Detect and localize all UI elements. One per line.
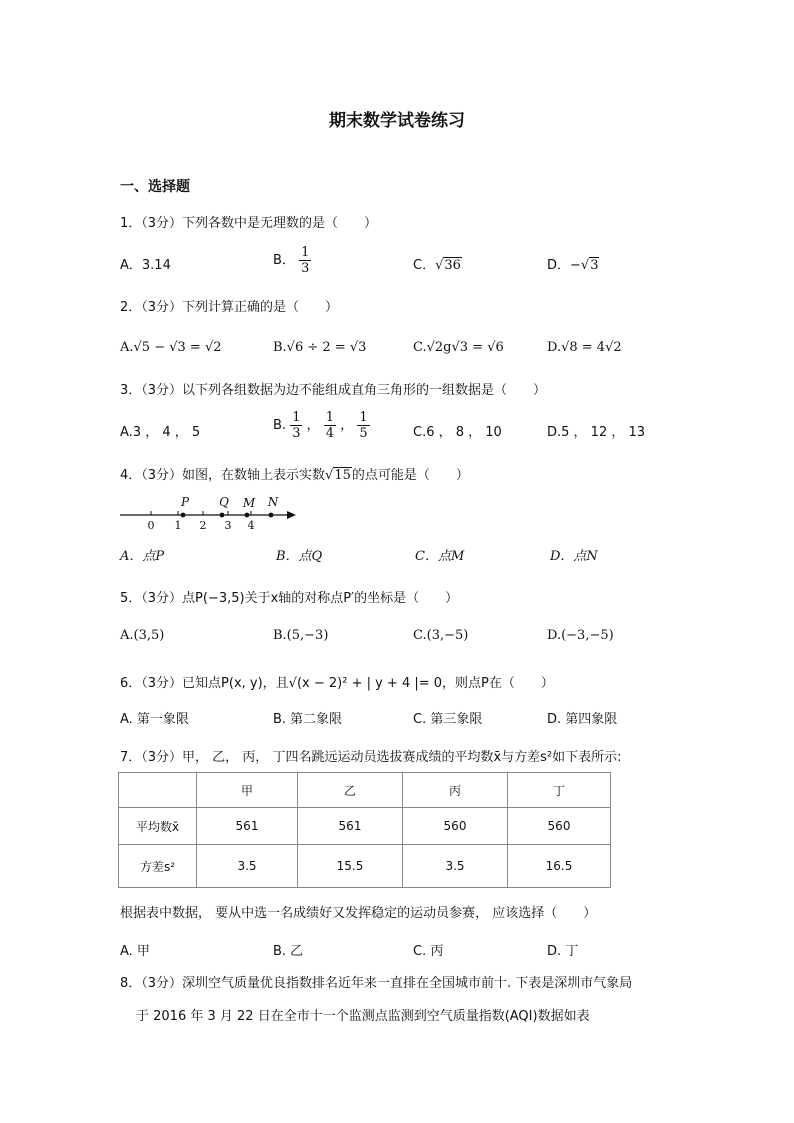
numerator: 1 bbox=[301, 245, 310, 260]
numerator: 1 bbox=[292, 410, 301, 425]
question-7-stem: 7．（3分）甲， 乙， 丙， 丁四名跳远运动员选拔赛成绩的平均数x̄与方差s²如下表所示: bbox=[120, 750, 622, 765]
table-row-label: 方差s² bbox=[119, 845, 197, 888]
fraction bbox=[299, 245, 311, 276]
question-5-stem: 5．（3分）点P(−3,5)关于x轴的对称点P′的坐标是（ ） bbox=[120, 591, 459, 606]
question-2-stem: 2．（3分）下列计算正确的是（ ） bbox=[120, 300, 339, 315]
separator: ， bbox=[306, 418, 320, 433]
table-header-cell bbox=[119, 773, 197, 808]
question-1-stem: 1．（3分）下列各数中是无理数的是（ ） bbox=[120, 216, 378, 231]
question-8-line-2: 于 2016 年 3 月 22 日在全市十一个监测点监测到空气质量指数(AQI)数据如表 bbox=[136, 1009, 590, 1024]
q4-option-b: B．点Q bbox=[276, 549, 323, 564]
score-table bbox=[118, 772, 611, 888]
point-q-dot bbox=[220, 513, 225, 518]
denominator: 3 bbox=[301, 261, 310, 276]
question-3-stem: 3．（3分）以下列各组数据为边不能组成直角三角形的一组数据是（ ） bbox=[120, 383, 547, 398]
point-n-label: N bbox=[267, 495, 279, 509]
q4-option-d: D．点N bbox=[550, 549, 598, 564]
section-heading: 一、选择题 bbox=[120, 179, 190, 195]
q3-option-b-label: B. bbox=[273, 418, 287, 433]
sqrt-expression: √36 bbox=[435, 258, 461, 273]
q2-option-d: D.√8 = 4√2 bbox=[547, 340, 622, 355]
sqrt-expression: √15 bbox=[325, 468, 351, 483]
point-m-dot bbox=[245, 513, 250, 518]
table-cell: 15.5 bbox=[298, 845, 403, 888]
q4-stem-after: 的点可能是（ ） bbox=[351, 468, 469, 483]
radicand: 15 bbox=[334, 468, 351, 483]
tick-label-1: 1 bbox=[174, 519, 182, 532]
fraction bbox=[290, 410, 302, 441]
sqrt-expression: √3 bbox=[580, 258, 599, 273]
table-cell: 3.5 bbox=[197, 845, 298, 888]
question-8-line-1: 8．（3分）深圳空气质量优良指数排名近年来一直排在全国城市前十. 下表是深圳市气象局 bbox=[120, 976, 633, 991]
tick-label-4: 4 bbox=[247, 519, 255, 532]
question-4-stem bbox=[120, 464, 469, 483]
q2-option-a: A.√5 − √3 = √2 bbox=[120, 340, 222, 355]
denominator: 3 bbox=[292, 426, 301, 441]
table-cell: 561 bbox=[197, 808, 298, 845]
q1-option-d bbox=[547, 254, 599, 273]
point-p-label: P bbox=[180, 495, 190, 509]
q5-option-d: D.(−3,−5) bbox=[547, 628, 614, 643]
numerator: 1 bbox=[359, 410, 368, 425]
table-row-label: 平均数x̄ bbox=[119, 808, 197, 845]
number-line-figure bbox=[118, 494, 308, 534]
q3-option-a: A.3 ， 4 ， 5 bbox=[120, 425, 201, 440]
table-cell: 560 bbox=[403, 808, 508, 845]
q2-option-c: C.√2g√3 = √6 bbox=[413, 340, 504, 355]
fraction bbox=[324, 410, 336, 441]
radicand: 3 bbox=[590, 258, 599, 273]
table-header-cell: 乙 bbox=[298, 773, 403, 808]
question-6-stem: 6．（3分）已知点P(x, y)，且√(x − 2)² + | y + 4 |= 0，则点P在（ ） bbox=[120, 676, 554, 691]
q2-option-b: B.√6 ÷ 2 = √3 bbox=[273, 340, 367, 355]
q3-option-d: D.5 ， 12 ， 13 bbox=[547, 425, 646, 440]
denominator: 5 bbox=[359, 426, 368, 441]
q1-option-c bbox=[413, 254, 462, 273]
table-header-cell: 丁 bbox=[508, 773, 611, 808]
table-header-cell: 甲 bbox=[197, 773, 298, 808]
point-q-label: Q bbox=[219, 495, 229, 509]
page-title: 期末数学试卷练习 bbox=[329, 111, 465, 131]
axis-arrowhead bbox=[287, 511, 296, 519]
table-cell: 561 bbox=[298, 808, 403, 845]
q1-option-c-label: C． bbox=[413, 258, 436, 273]
q6-option-a: A. 第一象限 bbox=[120, 712, 189, 727]
denominator: 4 bbox=[325, 426, 335, 441]
tick-label-2: 2 bbox=[199, 519, 207, 532]
table-cell: 3.5 bbox=[403, 845, 508, 888]
q1-option-d-label: D．− bbox=[547, 258, 581, 273]
q4-option-c: C．点M bbox=[415, 549, 465, 564]
question-7-follow-up: 根据表中数据， 要从中选一名成绩好又发挥稳定的运动员参赛， 应该选择（ ） bbox=[120, 906, 597, 921]
q6-option-c: C. 第三象限 bbox=[413, 712, 483, 727]
q4-option-a: A．点P bbox=[120, 549, 165, 564]
q1-option-a: A．3.14 bbox=[120, 258, 171, 273]
table-header-cell: 丙 bbox=[403, 773, 508, 808]
q4-stem-before: 4．（3分）如图，在数轴上表示实数 bbox=[120, 468, 326, 483]
table-header-row bbox=[119, 773, 611, 808]
q7-option-a: A. 甲 bbox=[120, 944, 150, 959]
q5-option-c: C.(3,−5) bbox=[413, 628, 469, 643]
q1-option-b-label: B． bbox=[273, 253, 295, 268]
q6-option-b: B. 第二象限 bbox=[273, 712, 343, 727]
q5-option-b: B.(5,−3) bbox=[273, 628, 329, 643]
q5-option-a: A.(3,5) bbox=[120, 628, 165, 643]
tick-label-0: 0 bbox=[147, 519, 155, 532]
q7-option-c: C. 丙 bbox=[413, 944, 444, 959]
separator: ， bbox=[340, 418, 354, 433]
q3-option-c: C.6 ， 8 ， 10 bbox=[413, 425, 502, 440]
point-p-dot bbox=[181, 513, 186, 518]
point-n-dot bbox=[269, 513, 274, 518]
q3-option-b bbox=[273, 410, 370, 441]
radicand: 36 bbox=[444, 258, 461, 273]
numerator: 1 bbox=[325, 410, 335, 425]
tick-label-3: 3 bbox=[224, 519, 232, 532]
table-cell: 560 bbox=[508, 808, 611, 845]
fraction bbox=[357, 410, 369, 441]
point-m-label: M bbox=[242, 496, 256, 510]
table-cell: 16.5 bbox=[508, 845, 611, 888]
q7-option-d: D. 丁 bbox=[547, 944, 579, 959]
q6-option-d: D. 第四象限 bbox=[547, 712, 618, 727]
table-row bbox=[119, 845, 611, 888]
q7-option-b: B. 乙 bbox=[273, 944, 304, 959]
table-row bbox=[119, 808, 611, 845]
q1-option-b bbox=[273, 245, 311, 276]
